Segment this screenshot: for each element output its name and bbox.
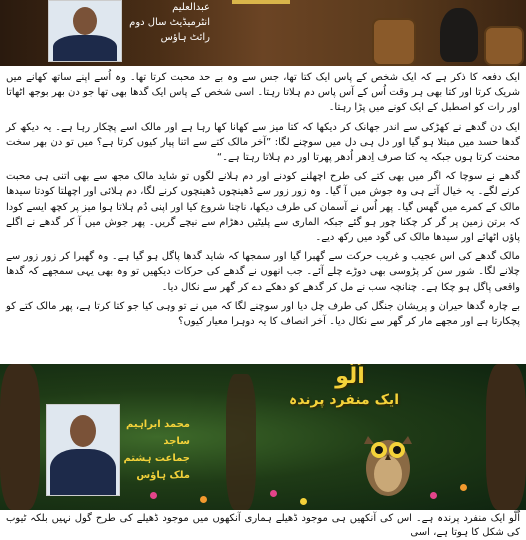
flower-illustration bbox=[430, 492, 437, 499]
flower-illustration bbox=[200, 496, 207, 503]
top-banner bbox=[0, 0, 526, 66]
story-paragraph: اُلّو ایک منفرد پرندہ ہے۔ اس کی آنکھیں ہی موجود ڈھیلے ہماری آنکھوں میں موجود ڈھیلے کی طرح گول نہیں بلکہ ٹیوب کی شکل کا ہوتا ہے، اسی bbox=[6, 513, 520, 538]
tree-illustration bbox=[486, 364, 526, 510]
decorative-bar bbox=[232, 0, 290, 4]
author-credit bbox=[120, 416, 190, 484]
flower-illustration bbox=[270, 490, 277, 497]
tree-illustration bbox=[0, 364, 40, 510]
author-face bbox=[70, 415, 96, 447]
story-paragraph: ایک دفعہ کا ذکر ہے کہ ایک شخص کے پاس ایک کتا تھا، جس سے وہ بے حد محبت کرتا تھا۔ وہ اُسے اپنے ساتھ کھانے میں شریک کرتا اور کتا بھی ہر وقت اُس کے آس پاس دم ہلاتا رہتا۔ اسی شخص کے پاس ایک گدھا بھی تھا جو دن بھر بوجھ اٹھاتا اور رات کو اصطبل کے ایک کونے میں پڑا رہتا۔ bbox=[6, 72, 520, 114]
author-photo bbox=[46, 404, 120, 496]
owl-article bbox=[6, 512, 520, 540]
barrel-illustration bbox=[372, 18, 416, 66]
story-paragraph: گدھے نے سوچا کہ اگر میں بھی کتے کی طرح اچھلنے کودنے اور دم ہلانے لگوں تو شاید مالک مجھ سے بھی اتنی ہی محبت کرنے لگے۔ یہ خیال آتے ہی وہ جوش میں آ گیا۔ وہ زور زور سے ڈھینچوں ڈھینچوں کرنے لگا، دم ہلائی اور اچھلتا کودتا سیدھا مالک کے کمرے میں گھس گیا۔ پھر اُس نے آسمان کی طرف دیکھا، ناچنا شروع کیا اور اپنی دُم ہلاتا ہوا میز پر کچھ ایسے کودا کہ برتن زمین پر گر کر چکنا چور ہو گئے جبکہ الماری سے پلیٹیں دھڑام سے نیچے گریں۔ پھر جوش میں آ کر گدھے نے اگلے پاؤں اٹھائے اور سیدھا مالک کی گود میں رکھ دیے۔ bbox=[6, 171, 520, 244]
author-blazer bbox=[50, 449, 116, 496]
story-paragraph: مالک گدھے کی اس عجیب و غریب حرکت سے گھبرا گیا اور سمجھا کہ شاید گدھا پاگل ہو گیا ہے۔ وہ گھبرا کر زور زور سے چلانے لگا۔ شور سن کر پڑوسی بھی دوڑے چلے آئے۔ جب انھوں نے گدھے کی حرکات دیکھیں تو وہ بھی یہی سمجھے کہ گدھا واقعی پاگل ہو چکا ہے۔ چنانچہ سب نے مل کر گدھے کو دھکے دے کر گھر سے نکال دیا۔ bbox=[6, 251, 520, 293]
story-subtitle: ایک منفرد پرندہ bbox=[288, 392, 399, 408]
author-blazer bbox=[53, 35, 117, 62]
author-name: عبدالعلیم bbox=[172, 2, 210, 13]
owl-banner bbox=[0, 364, 526, 510]
author-house: رائٹ ہاؤس bbox=[160, 32, 210, 43]
owl-illustration bbox=[360, 424, 416, 498]
flower-illustration bbox=[300, 498, 307, 505]
author-class: جماعت ہشتم bbox=[123, 453, 190, 464]
author-name: محمد ابراہیم ساجد bbox=[126, 419, 190, 447]
tree-illustration bbox=[226, 374, 256, 510]
author-photo bbox=[48, 0, 122, 62]
author-credit bbox=[120, 0, 210, 45]
story-paragraph: بے چارہ گدھا حیران و پریشان جنگل کی طرف چل دیا اور سوچنے لگا کہ میں نے تو وہی کیا جو کتا کرتا ہے، پھر مالک کتے کو پچکارتا ہے اور مجھے مار کر گھر سے نکال دیا۔ آخر انصاف کا یہ دوہرا معیار کیوں؟ bbox=[6, 300, 520, 328]
author-house: ملک ہاؤس bbox=[136, 470, 190, 481]
author-face bbox=[73, 7, 97, 35]
flower-illustration bbox=[150, 492, 157, 499]
basket-illustration bbox=[484, 26, 524, 66]
dog-illustration bbox=[440, 8, 478, 62]
story-title: اُلّو bbox=[335, 364, 365, 389]
author-class: انٹرمیڈیٹ سال دوم bbox=[129, 17, 210, 28]
flower-illustration bbox=[460, 484, 467, 491]
story-article bbox=[6, 70, 520, 333]
story-paragraph: ایک دن گدھے نے کھڑکی سے اندر جھانک کر دیکھا کہ کتا میز سے کھانا کھا رہا ہے اور مالک اسے پچکار رہا ہے۔ یہ دیکھ کر گدھا حسد میں مبتلا ہو گیا اور دل ہی دل میں سوچنے لگا: ”آخر مالک کتے سے اتنا پیار کیوں کرتا ہے؟ میں تو دن بھر سخت محنت کرتا ہوں جبکہ یہ کتا صرف اِدھر اُدھر پھرتا اور دم ہلاتا رہتا ہے۔“ bbox=[6, 121, 520, 164]
